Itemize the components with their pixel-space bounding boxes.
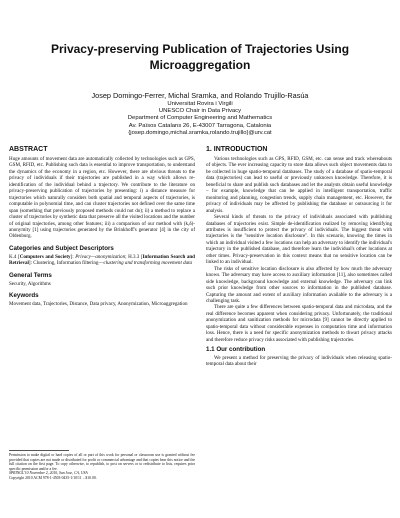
affiliation-university: Universitat Rovira i Virgili bbox=[167, 101, 233, 107]
intro-paragraph-4: There are quite a few differences between spatio-temporal data and microdata, and the real difference becomes apparent when considering privacy. Unfortunately, the traditional anonymization and sanitization methods for microdata [9] cannot be directly applied to spatio-temporal data without considerable expenses in computation time and information loss. Hence, there is a need for specific anonymization methods to thwart privacy attacks and therefore reduce privacy risks associated with publishing trajectories. bbox=[206, 304, 392, 343]
keywords-heading: Keywords bbox=[9, 292, 39, 300]
venue-line: SPRINGL'10 November 2, 2010, San Jose, CA, USA bbox=[9, 471, 88, 476]
author-block bbox=[0, 91, 400, 137]
general-terms-heading: General Terms bbox=[9, 271, 52, 279]
left-column bbox=[9, 145, 195, 308]
intro-paragraph-3: The risks of sensitive location disclosure is also affected by how much the adversary knows. The adversary may have access to auxiliary information [11], also sometimes called side knowledge, background knowledge and external knowledge. The adversary can link such prior knowledge from other sources to information in the published database. Capturing the amount and extent of auxiliary information available to the adversary is a challenging task. bbox=[206, 265, 392, 304]
general-terms-text: Security, Algorithms bbox=[9, 280, 51, 287]
categories-heading: Categories and Subject Descriptors bbox=[9, 244, 114, 252]
footnote-rule bbox=[9, 450, 69, 451]
abstract-text: Huge amounts of movement data are automatically collected by technologies such as GPS, GSM, RFID, etc. Publishing such data is essential to improve transportation, to understand the dynamics of the economy in a region, etc. However, there are obvious threats to the privacy of individuals if their trajectories are published in a way which allows re-identification of the individual behind a trajectory. We contribute to the literature on privacy-preserving publication of trajectories by presenting: i) a distance measure for trajectories which naturally considers both spatial and temporal aspects of trajectories, is computable in polynomial time, and can cluster trajectories not defined over the same time span (something that previously proposed methods could not do); ii) a method to replace a cluster of trajectories by synthetic data that preserve all the visited locations and the number of original trajectories, among other features; iii) a comparison of our method with (k,δ)-anonymity [1] using trajectories generated by the Brinkhoff's generator [4] in the city of Oldenburg. bbox=[9, 156, 195, 240]
intro-paragraph-2: Several kinds of threats to the privacy of individuals associated with publishing databases of trajectories exist. Simple de-identification realized by removing identifying attributes is insufficient to protect the privacy of individuals. The biggest threat with trajectories is the "sensitive location disclosure". In this scenario, knowing the times in which an individual visited a few locations can help an adversary to identify the individual's trajectory in the published database, and therefore learn the individual's other locations at other times. Privacy-preservation in this context means that no sensitive location can be linked to an individual. bbox=[206, 214, 392, 266]
title-line-2: Microaggregation bbox=[149, 58, 251, 72]
categories-text: K.4 [Computers and Society]: Privacy—anonymization; H.3.3 [Information Search and Retrieval]: Clustering, Information filtering—clustering and transforming movement data bbox=[9, 253, 195, 267]
affiliation-address: Av. Països Catalans 26, E-43007 Tarragona, Catalonia bbox=[128, 122, 272, 129]
affiliation-department: Department of Computer Engineering and Mathematics bbox=[127, 115, 273, 122]
contribution-heading: 1.1 Our contribution bbox=[206, 345, 266, 353]
permission-notice bbox=[9, 450, 195, 481]
abstract-heading: ABSTRACT bbox=[9, 146, 48, 153]
author-names: Josep Domingo-Ferrer, Michal Sramka, and Rolando Trujillo-Rasúa bbox=[91, 91, 309, 100]
intro-heading: 1. INTRODUCTION bbox=[206, 146, 268, 153]
keywords-text: Movement data, Trajectories, Distance, Data privacy, Anonymization, Microaggregation bbox=[9, 301, 188, 308]
affiliation-chair: UNESCO Chair in Data Privacy bbox=[158, 108, 242, 115]
contribution-paragraph: We present a method for preserving the privacy of individuals when releasing spatio-temporal data about their bbox=[206, 354, 392, 368]
author-emails: {josep.domingo,michal.sramka,rolando.trujillo}@urv.cat bbox=[128, 129, 272, 136]
intro-paragraph-1: Various technologies such as GPS, RFID, GSM, etc. can sense and track whereabouts of objects. The ever increasing capacity to store data allows such object movements data to be collected in huge spatio-temporal databases. The study of a database of spatio-temporal data (trajectories) can lead to useful or previously unknown knowledge. Therefore, it is beneficial to share and publish such databases and let the analysts obtain useful knowledge – for example, knowledge that can be applied in intelligent transportation, traffic monitoring and planning, congestion trends, supply chain management, etc. However, the privacy of individuals may be affected by publishing the database or outsourcing it for analysis. bbox=[206, 156, 392, 214]
permission-text: Permission to make digital or hard copies of all or part of this work for personal or classroom use is granted without fee provided that copies are not made or distributed for profit or commercial advantage and that copies bear this notice and the full citation on the first page. To copy otherwise, to republish, to post on servers or to redistribute to lists, requires prior specific permission and/or a fee. bbox=[9, 453, 195, 471]
paper-title bbox=[0, 41, 400, 73]
right-column bbox=[206, 145, 392, 368]
title-line-1: Privacy-preserving Publication of Trajectories Using bbox=[50, 42, 350, 56]
copyright-line: Copyright 2010 ACM 978-1-4503-0435-1/10/11 ...$10.00. bbox=[9, 475, 97, 480]
